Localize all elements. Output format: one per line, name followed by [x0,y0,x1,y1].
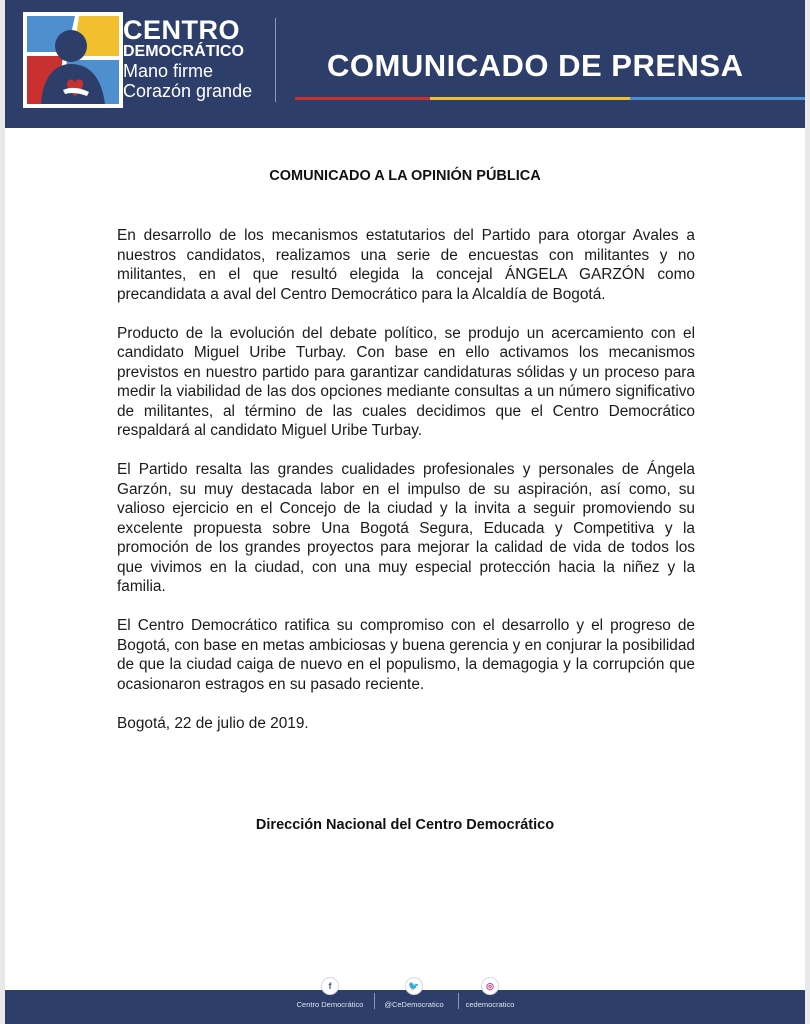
press-release-page [5,0,805,1024]
header-title: COMUNICADO DE PRENSA [327,48,744,83]
signature: Dirección Nacional del Centro Democrático [255,817,555,833]
social-label-facebook: Centro Democrático [296,1000,364,1009]
facebook-icon: f [321,977,339,995]
twitter-icon: 🐦 [405,977,423,995]
header-banner [5,0,805,128]
social-facebook[interactable] [290,977,370,1009]
party-logo-icon [23,12,123,108]
social-twitter[interactable] [374,977,454,1009]
social-label-instagram: cedemocratico [465,1000,515,1009]
social-instagram[interactable] [450,977,530,1009]
logo-line-centro: CENTRO [123,15,240,45]
document-date: Bogotá, 22 de julio de 2019. [117,714,309,732]
stripe-yellow [430,97,630,100]
header-divider [275,18,276,102]
party-logo-wordmark [123,16,252,101]
paragraph: Producto de la evolución del debate político, se produjo un acercamiento con el candidato Miguel Uribe Turbay. Con base en ello activamos los mecanismos previstos en nuestro partido para garantizar candidaturas sólidas y un proceso para medir la viabilidad de las dos opciones mediante consultas a un número significativo de militantes, al término de las cuales decidimos que el Centro Democrático respaldará al candidato Miguel Uribe Turbay. [117,324,695,439]
social-label-twitter: @CeDemocratico [384,1000,444,1009]
document-title: COMUNICADO A LA OPINIÓN PÚBLICA [269,168,541,184]
logo-slogan-line1: Mano firme [123,61,214,81]
logo-line-democratico: DEMOCRÁTICO [123,43,244,60]
document-body [117,226,695,753]
paragraph: El Centro Democrático ratifica su compromiso con el desarrollo y el progreso de Bogotá, con base en metas ambiciosas y buena gerencia y en conjurar la posibilidad de que la ciudad caiga de nuevo en el populismo, la demagogia y la corrupción que ocasionaron estragos en su pasado reciente. [117,617,695,693]
stripe-red [295,97,430,100]
social-links [290,977,530,1017]
stripe-blue [630,97,805,100]
instagram-icon: ◎ [481,977,499,995]
paragraph: El Partido resalta las grandes cualidades profesionales y personales de Ángela Garzón, su muy destacada labor en el impulso de su aspiración, así como, su valioso ejercicio en el Concejo de la ciudad y la invita a seguir promoviendo su excelente propuesta sobre Una Bogotá Segura, Educada y Competitiva y la promoción de los grandes proyectos para mejorar la calidad de vida de todos los que vivimos en la ciudad, con una muy especial protección hacia la niñez y la familia. [117,461,695,595]
logo-slogan-line2: Corazón grande [123,81,253,101]
flag-stripes [295,97,805,100]
paragraph: En desarrollo de los mecanismos estatutarios del Partido para otorgar Avales a nuestros candidatos, realizamos una serie de encuestas con militantes y no militantes, en el que resultó elegida la concejal ÁNGELA GARZÓN como precandidata a aval del Centro Democrático para la Alcaldía de Bogotá. [117,227,695,303]
